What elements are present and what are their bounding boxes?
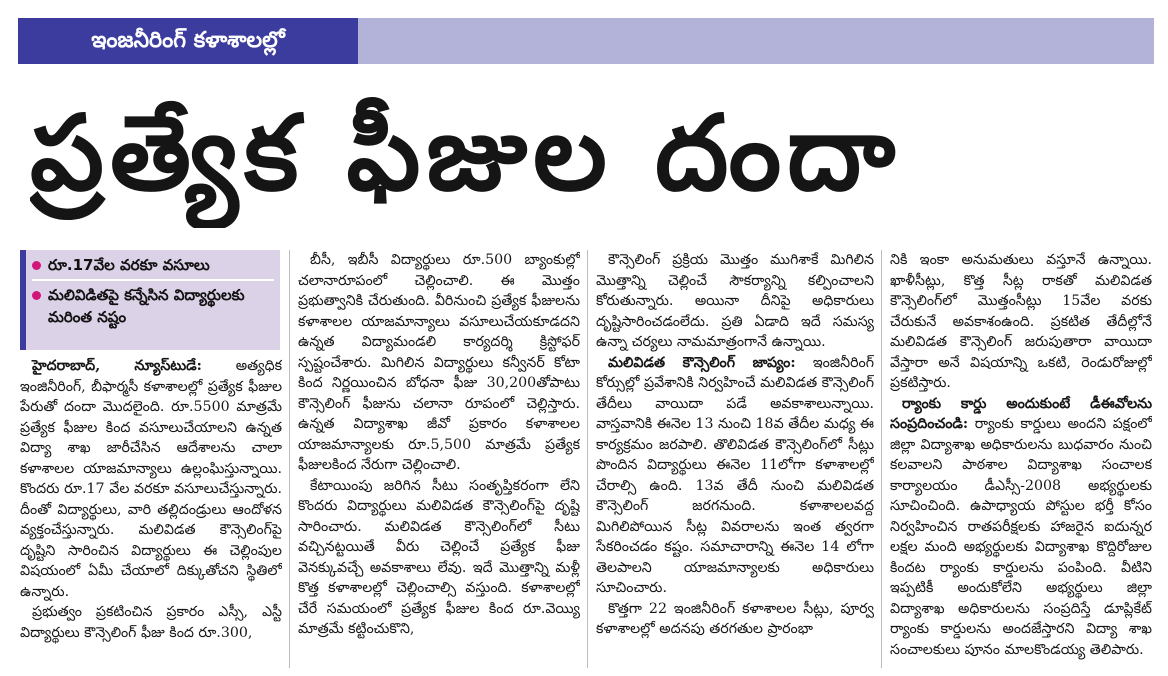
highlight-item [32,279,274,328]
highlight-text: రూ.17వేల వరకూ వసూలు [48,256,210,274]
section-header-bar [18,18,1154,64]
dateline: హైదరాబాద్, న్యూస్‌టుడే: [32,358,202,374]
paragraph-text: ఇంజినీరింగ్ కోర్సుల్లో ప్రవేశానికి నిర్వహించే మలివిడత కౌన్సెలింగ్ తేదీలు వాయిదా పడే అవకాశాలున్నాయి. వాస్తవానికి ఈనెల 13 నుంచి 18వ తేదీల మధ్య ఈ కార్యక్రమం జరపాలి. తొలివిడత కౌన్సెలింగ్‌లో సీట్లు పొందిన విద్యార్థులు ఈనెల 11లోగా కళాశాలల్లో చేరాల్సి ఉంది. 13వ తేదీ నుంచి మలివిడత కౌన్సెలింగ్ జరగనుంది. కళాశాలలవద్ద మిగిలిపోయిన సీట్ల వివరాలను ఇంత త్వరగా సేకరించడం కష్టం. సమాచారాన్ని ఈనెల 14 లోగా తెలపాలని యాజమాన్యాలకు అధికారులు సూచించారు. [596,354,874,596]
article-column-3 [596,250,874,668]
highlight-text: మలివిడితపై కన్నేసిన విద్యార్థులకు మరింత నష్టం [48,286,245,326]
article-column-4 [890,250,1152,668]
article-paragraph [890,394,1152,661]
article-paragraph: కేటాయింపు జరిగిన సీటు సంతృప్తికరంగా లేని కొందరు విద్యార్థులు మలివిడత కౌన్సెలింగ్‌పై దృష్టి సారించారు. మలివిడత కౌన్సెలింగ్‌లో సీటు వచ్చినట్టయితే వీరు చెల్లించే ప్రత్యేక ఫీజు వెనక్కువచ్చే అవకాశాలు లేవు. ఇదే మొత్తాన్ని మళ్లీ కొత్త కళాశాలల్లో చెల్లించాల్సి వస్తుంది. కళాశాలల్లో చేరే సమయంలో ప్రత్యేక ఫీజుల కింద రూ.వెయ్యి మాత్రమే కట్టించుకొని, [298,477,580,637]
article-paragraph: ప్రభుత్వం ప్రకటించిన ప్రకారం ఎస్సీ, ఎస్టీ విద్యార్థులు కౌన్సెలింగ్ ఫీజు కింద రూ.300, [20,604,282,641]
article-paragraph: కౌన్సెలింగ్ ప్రక్రియ మొత్తం ముగిశాకే మిగిలిన మొత్తాన్ని చెల్లించే సౌకర్యాన్ని కల్పించాలని కోరుతున్నారు. అయినా దీనిపై అధికారులు దృష్టిసారించడంలేదు. ప్రతి ఏడాది ఇదే సమస్య ఉన్నా చర్యలు నామమాత్రంగానే ఉన్నాయి. [596,252,874,350]
bullet-icon [32,291,41,300]
article-paragraph: కొత్తగా 22 ఇంజినీరింగ్ కళాశాలల సీట్లు, పూర్వ కళాశాలల్లో అదనపు తరగతుల ప్రారంభా [596,600,874,637]
bullet-icon [32,261,41,270]
article-paragraph [596,353,874,599]
subheading: ర్యాంకు కార్డు అందుకుంటే డీఈవోలను సంప్రదించండి: [890,395,1152,432]
highlight-item [32,254,274,276]
paragraph-text: ర్యాంకు కార్డులు అందని పక్షంలో జిల్లా విద్యాశాఖ అధికారులను బుధవారం నుంచి కలవాలని పాఠశాల విద్యాశాఖ సంచాలక కార్యాలయం డీఎస్సీ-2008 అభ్యర్థులకు సూచించింది. ఉపాధ్యాయ పోస్టుల భర్తీ కోసం నిర్వహించిన రాతపరీక్షలకు హాజరైన ఐదున్నర లక్షల మంది అభ్యర్థులకు విద్యాశాఖ కొద్దిరోజుల కిందట ర్యాంకు కార్డులను పంపింది. వీటిని ఇప్పటికీ అందుకోలేని అభ్యర్థులు జిల్లా విద్యాశాఖ అధికారులను సంప్రదిస్తే డూప్లికేట్ ర్యాంకు కార్డులను అందజేస్తారని విద్యా శాఖ సంచాలకులు పూనం మాలకొండయ్య తెలిపారు. [890,416,1152,658]
article-paragraph [20,356,282,602]
section-tag: ఇంజనీరింగ్ కళాశాలల్లో [18,18,358,64]
headline: ప్రత్యేక ఫీజుల దందా [30,92,902,214]
column-divider [289,250,290,668]
article-column-1 [20,356,282,668]
article-column-2 [298,250,580,668]
highlights-box [20,250,280,350]
article-paragraph: నికి ఇంకా అనుమతులు వస్తూనే ఉన్నాయి. ఖాళీసీట్లు, కొత్త సీట్ల రాకతో మలివిడత కౌన్సెలింగ్‌లో మొత్తంసీట్లు 15వేల వరకు చేరుకునే అవకాశంఉంది. ప్రకటిత తేదీల్లోనే మలివిడత కౌన్సెలింగ్ జరుపుతారా వాయిదా వేస్తారా అనే విషయాన్ని ఒకటి, రెండురోజుల్లో ప్రకటిస్తారు. [890,252,1152,391]
column-divider [881,250,882,668]
paragraph-text: అత్యధిక ఇంజినీరింగ్, బీఫార్మసీ కళాశాలల్లో ప్రత్యేక ఫీజుల పేరుతో దందా మొదలైంది. రూ.5500 మాత్రమే ప్రత్యేక ఫీజుల కింద వసూలుచేయాలని ఉన్నత విద్యా శాఖ జారీచేసిన ఆదేశాలను చాలా కళాశాలల యాజమాన్యాలు ఉల్లంఘిస్తున్నాయి. కొందరు రూ.17 వేల వరకూ వసూలుచేస్తున్నారు. దీంతో విద్యార్థులు, వారి తల్లిదండ్రులు ఆందోళన వ్యక్తంచేస్తున్నారు. మలివిడత కౌన్సెలింగ్‌పై దృష్టిని సారించిన విద్యార్థులు ఈ చెల్లింపుల విషయంలో ఏమీ చేయాలో దిక్కుతోచని స్థితిలో ఉన్నారు. [20,358,282,600]
subheading: మలివిడత కౌన్సెలింగ్ జాప్యం: [608,354,796,371]
article-paragraph: బీసీ, ఇబీసీ విద్యార్థులు రూ.500 బ్యాంకుల్లో చలానారూపంలో చెల్లించాలి. ఈ మొత్తం ప్రభుత్వానికి చేరుతుంది. వీరినుంచి ప్రత్యేక ఫీజులను కళాశాలల యాజమాన్యాలు వసూలుచేయకూడదని ఉన్నత విద్యామండలి కార్యదర్శి క్రిస్టోఫర్ స్పష్టంచేశారు. మిగిలిన విద్యార్థులు కన్వీనర్ కోటా కింద నిర్ణయించిన బోధనా ఫీజు 30,200తోపాటు కౌన్సెలింగ్ ఫీజును చలానా రూపంలో చెల్లిస్తారు. ఉన్నత విద్యాశాఖ జీవో ప్రకారం కళాశాలల యాజమాన్యాలకు రూ.5,500 మాత్రమే ప్రత్యేక ఫీజులకింద నేరుగా చెల్లించాలి. [298,252,580,473]
column-divider [587,250,588,668]
